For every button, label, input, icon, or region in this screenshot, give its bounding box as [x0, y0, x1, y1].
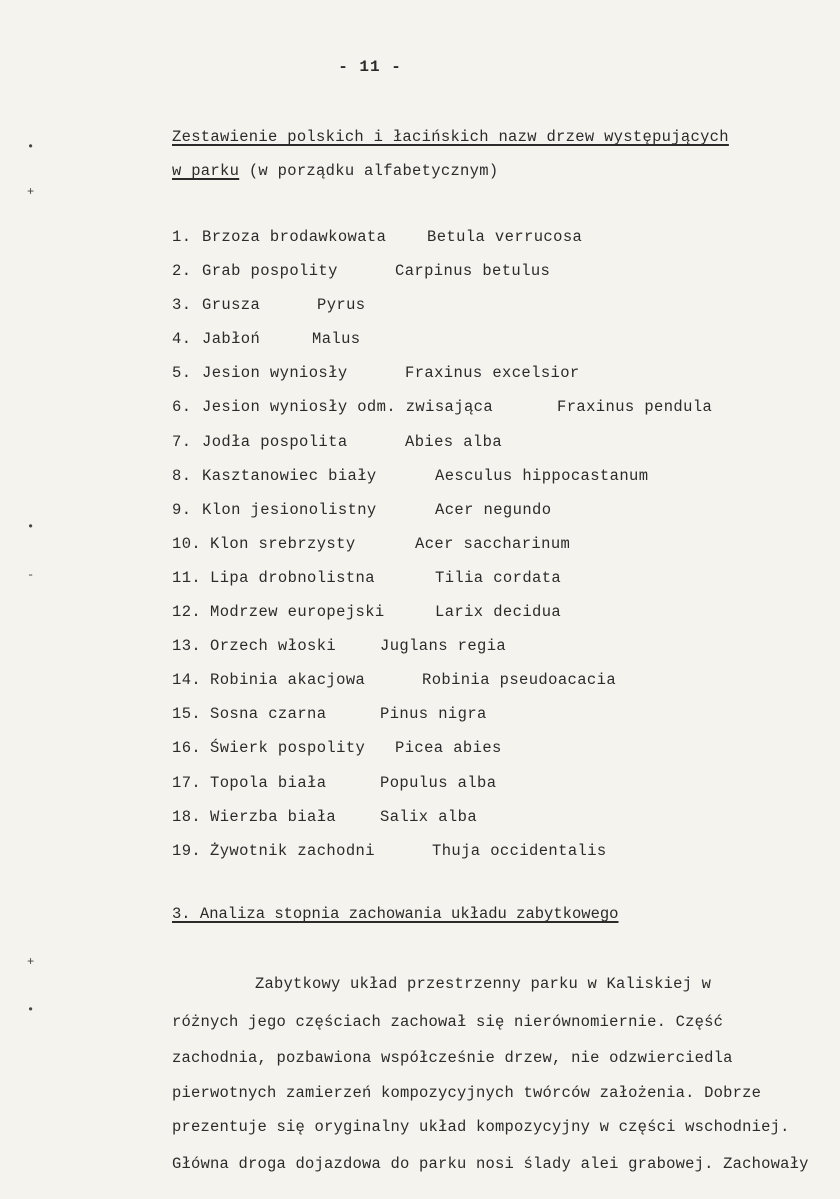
tree-latin-name: Fraxinus excelsior: [405, 364, 580, 383]
tree-number: 7.: [172, 432, 192, 451]
tree-latin-name: Populus alba: [380, 773, 497, 792]
section-title: [172, 905, 618, 923]
tree-latin-name: Tilia cordata: [435, 568, 562, 587]
tree-latin-name: Juglans regia: [380, 637, 507, 656]
paragraph-line: zachodnia, pozbawiona współcześnie drzew, nie odzwierciedla: [172, 1049, 733, 1067]
tree-polish-name: Topola biała: [210, 773, 327, 792]
tree-number: 13.: [172, 637, 202, 656]
tree-number: 5.: [172, 364, 192, 383]
tree-latin-name: Larix decidua: [435, 603, 562, 622]
heading-suffix: (w porządku alfabetycznym): [239, 162, 499, 180]
tree-number: 16.: [172, 739, 202, 758]
tree-polish-name: Grab pospolity: [202, 262, 338, 281]
paragraph-line: Główna droga dojazdowa do parku nosi ślady alei grabowej. Zachowały: [172, 1155, 809, 1173]
tree-latin-name: Carpinus betulus: [395, 262, 551, 281]
tree-polish-name: Modrzew europejski: [210, 603, 385, 622]
margin-mark: -: [27, 568, 35, 582]
tree-polish-name: Robinia akacjowa: [210, 671, 366, 690]
heading-title: Zestawienie polskich i łacińskich nazw drzew występujących: [172, 128, 729, 146]
tree-polish-name: Sosna czarna: [210, 705, 327, 724]
tree-latin-name: Aesculus hippocastanum: [435, 466, 649, 485]
paragraph-line: prezentuje się oryginalny układ kompozycyjny w części wschodniej.: [172, 1118, 790, 1136]
paragraph-line: różnych jego częściach zachował się nierównomiernie. Część: [172, 1013, 724, 1031]
heading-line-1: [172, 128, 729, 146]
tree-polish-name: Jabłoń: [202, 330, 261, 349]
tree-number: 10.: [172, 534, 202, 553]
tree-number: 2.: [172, 262, 192, 281]
page-number: - 11 -: [338, 58, 402, 76]
tree-number: 1.: [172, 228, 192, 246]
margin-mark: •: [27, 520, 35, 534]
heading-line-2: [172, 162, 498, 180]
tree-number: 8.: [172, 466, 192, 485]
paragraph-line: pierwotnych zamierzeń kompozycyjnych twórców założenia. Dobrze: [172, 1084, 762, 1102]
tree-latin-name: Abies alba: [405, 432, 503, 451]
tree-polish-name: Jodła pospolita: [202, 432, 348, 451]
tree-polish-name: Żywotnik zachodni: [210, 841, 375, 860]
heading-title-cont: w parku: [172, 162, 240, 180]
tree-latin-name: Robinia pseudoacacia: [422, 671, 617, 690]
margin-mark: +: [27, 185, 35, 199]
tree-polish-name: Lipa drobnolistna: [210, 568, 375, 587]
tree-polish-name: Wierzba biała: [210, 807, 337, 826]
tree-polish-name: Grusza: [202, 296, 261, 315]
tree-latin-name: Betula verrucosa: [427, 228, 583, 246]
tree-polish-name: Orzech włoski: [210, 637, 337, 656]
tree-polish-name: Kasztanowiec biały: [202, 466, 377, 485]
tree-latin-name: Pyrus: [317, 296, 366, 315]
tree-number: 17.: [172, 773, 202, 792]
tree-number: 12.: [172, 603, 202, 622]
margin-mark: •: [27, 140, 35, 154]
tree-latin-name: Acer saccharinum: [415, 534, 571, 553]
tree-latin-name: Pinus nigra: [380, 705, 487, 724]
tree-polish-name: Klon jesionolistny: [202, 500, 377, 519]
section-title-text: 3. Analiza stopnia zachowania układu zabytkowego: [172, 905, 619, 923]
tree-number: 6.: [172, 398, 192, 417]
tree-number: 4.: [172, 330, 192, 349]
tree-number: 18.: [172, 807, 202, 826]
tree-latin-name: Acer negundo: [435, 500, 552, 519]
tree-number: 19.: [172, 841, 202, 860]
paragraph-line: Zabytkowy układ przestrzenny parku w Kaliskiej w: [255, 975, 712, 993]
tree-number: 9.: [172, 500, 192, 519]
tree-latin-name: Picea abies: [395, 739, 502, 758]
margin-mark: +: [27, 955, 35, 969]
tree-polish-name: Jesion wyniosły odm. zwisająca: [202, 398, 494, 417]
tree-number: 14.: [172, 671, 202, 690]
tree-polish-name: Brzoza brodawkowata: [202, 228, 387, 246]
margin-mark: •: [27, 1003, 35, 1017]
tree-polish-name: Klon srebrzysty: [210, 534, 356, 553]
tree-latin-name: Thuja occidentalis: [432, 841, 607, 860]
tree-number: 3.: [172, 296, 192, 315]
tree-number: 15.: [172, 705, 202, 724]
tree-polish-name: Świerk pospolity: [210, 739, 366, 758]
tree-polish-name: Jesion wyniosły: [202, 364, 348, 383]
tree-number: 11.: [172, 568, 202, 587]
tree-latin-name: Salix alba: [380, 807, 478, 826]
tree-latin-name: Fraxinus pendula: [557, 398, 713, 417]
tree-latin-name: Malus: [312, 330, 361, 349]
